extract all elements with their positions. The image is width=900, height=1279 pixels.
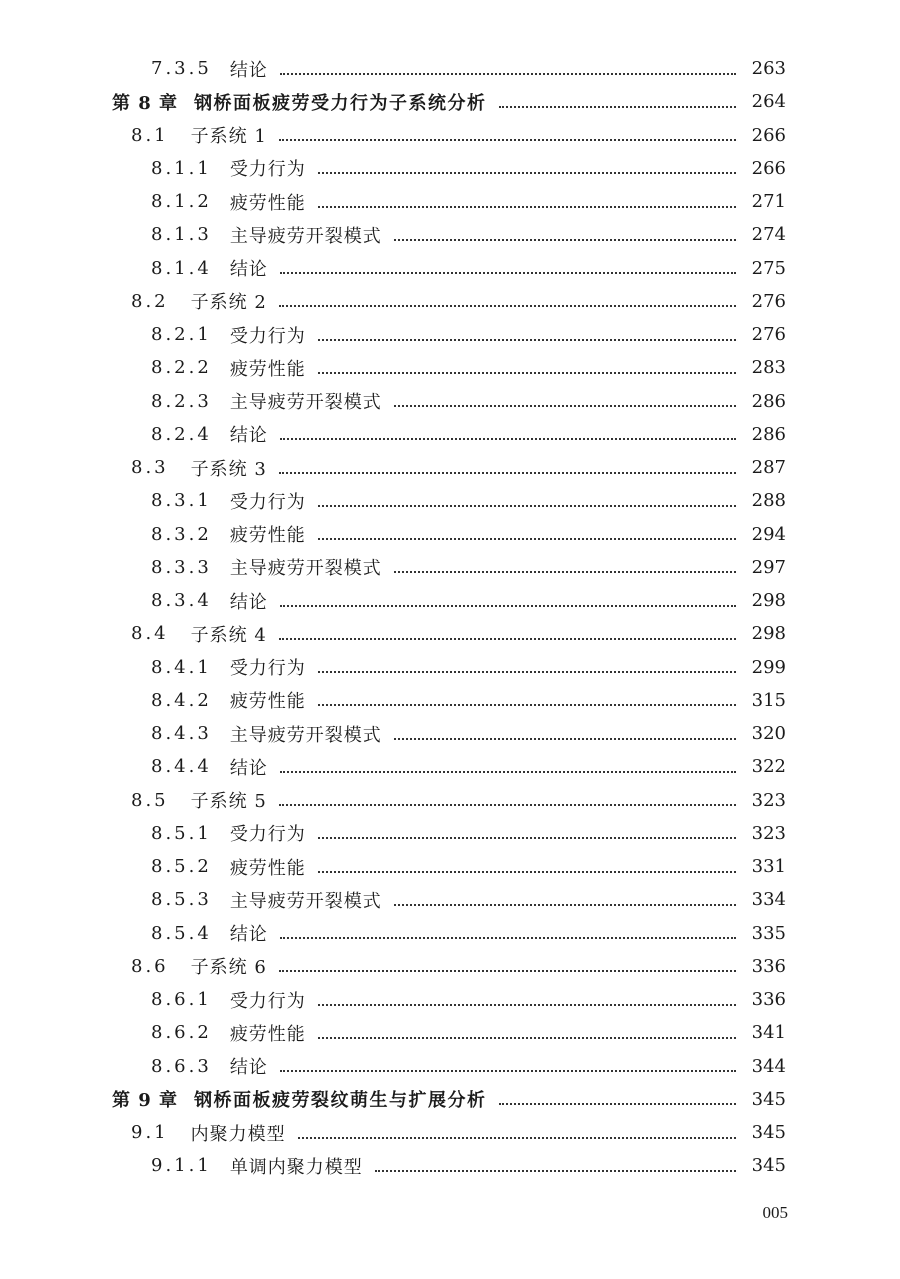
toc-entry-number: 8.2.3 <box>151 390 212 412</box>
dot-leader <box>318 837 736 839</box>
toc-entry-title: 主导疲劳开裂模式 <box>229 392 382 414</box>
toc-entry-number: 8.6.2 <box>151 1022 212 1044</box>
toc-entry-number: 8.3.4 <box>151 590 212 612</box>
toc-entry-title: 受力行为 <box>229 491 306 513</box>
toc-entry-title: 疲劳性能 <box>229 857 306 879</box>
toc-entry-page: 294 <box>751 523 786 545</box>
toc-section-entry[interactable] <box>0 451 900 484</box>
toc-entry-number: 8.5.4 <box>151 922 212 944</box>
toc-entry-title: 受力行为 <box>229 990 306 1012</box>
toc-entry-title: 子系统 1 <box>190 126 267 148</box>
toc-entry-page: 263 <box>751 58 786 80</box>
toc-subsection-entry[interactable] <box>0 52 900 85</box>
toc-entry-number: 8.2.2 <box>151 357 212 379</box>
toc-entry-page: 335 <box>751 922 786 944</box>
toc-entry-page: 287 <box>751 457 786 479</box>
toc-entry-page: 266 <box>751 124 786 146</box>
toc-subsection-entry[interactable] <box>0 518 900 551</box>
dot-leader <box>318 372 736 374</box>
toc-entry-title: 主导疲劳开裂模式 <box>229 225 382 247</box>
toc-entry-number: 8.1.3 <box>151 224 212 246</box>
toc-entry-number: 8.4 <box>131 623 169 645</box>
toc-entry-title: 疲劳性能 <box>229 358 306 380</box>
toc-entry-page: 323 <box>751 822 786 844</box>
dot-leader <box>394 904 736 906</box>
toc-subsection-entry[interactable] <box>0 850 900 883</box>
toc-section-entry[interactable] <box>0 119 900 152</box>
toc-entry-title: 结论 <box>229 924 268 946</box>
toc-subsection-entry[interactable] <box>0 152 900 185</box>
toc-entry-title: 受力行为 <box>229 159 306 181</box>
toc-entry-title: 受力行为 <box>229 658 306 680</box>
toc-subsection-entry[interactable] <box>0 651 900 684</box>
toc-entry-page: 345 <box>751 1122 786 1144</box>
toc-entry-title: 结论 <box>229 591 268 613</box>
toc-entry-page: 271 <box>751 191 786 213</box>
toc-subsection-entry[interactable] <box>0 817 900 850</box>
toc-entry-number: 8.2.4 <box>151 423 212 445</box>
toc-entry-page: 298 <box>751 623 786 645</box>
toc-entry-page: 288 <box>751 490 786 512</box>
dot-leader <box>318 172 736 174</box>
toc-entry-page: 331 <box>751 856 786 878</box>
toc-subsection-entry[interactable] <box>0 218 900 251</box>
toc-entry-number: 8.1 <box>131 124 169 146</box>
dot-leader <box>279 305 736 307</box>
dot-leader <box>394 738 736 740</box>
toc-entry-number: 8.3 <box>131 457 169 479</box>
dot-leader <box>318 671 736 673</box>
toc-subsection-entry[interactable] <box>0 717 900 750</box>
toc-entry-number: 8.2 <box>131 290 169 312</box>
toc-entry-title: 结论 <box>229 425 268 447</box>
toc-entry-page: 297 <box>751 556 786 578</box>
dot-leader <box>499 106 736 108</box>
dot-leader <box>279 638 736 640</box>
toc-entry-page: 345 <box>751 1088 786 1110</box>
dot-leader <box>280 605 736 607</box>
toc-entry-number: 8.4.4 <box>151 756 212 778</box>
dot-leader <box>318 206 736 208</box>
toc-entry-title: 主导疲劳开裂模式 <box>229 724 382 746</box>
toc-entry-page: 298 <box>751 590 786 612</box>
toc-entry-page: 264 <box>751 91 786 113</box>
toc-section-entry[interactable] <box>0 285 900 318</box>
toc-entry-page: 345 <box>751 1155 786 1177</box>
toc-entry-title: 疲劳性能 <box>229 1023 306 1045</box>
toc-subsection-entry[interactable] <box>0 983 900 1016</box>
toc-entry-page: 320 <box>751 723 786 745</box>
toc-subsection-entry[interactable] <box>0 917 900 950</box>
toc-entry-page: 336 <box>751 989 786 1011</box>
toc-entry-number: 8.2.1 <box>151 324 212 346</box>
toc-entry-title: 子系统 3 <box>190 458 267 480</box>
toc-subsection-entry[interactable] <box>0 883 900 916</box>
toc-entry-page: 286 <box>751 390 786 412</box>
toc-entry-number: 8.4.2 <box>151 689 212 711</box>
toc-subsection-entry[interactable] <box>0 1050 900 1083</box>
dot-leader <box>499 1103 736 1105</box>
toc-entry-number: 8.4.1 <box>151 656 212 678</box>
toc-subsection-entry[interactable] <box>0 418 900 451</box>
toc-entry-title: 受力行为 <box>229 824 306 846</box>
toc-entry-title: 单调内聚力模型 <box>229 1156 363 1178</box>
toc-entry-number: 9.1.1 <box>151 1155 212 1177</box>
page-number-footer: 005 <box>762 1203 788 1222</box>
toc-section-entry[interactable] <box>0 617 900 650</box>
dot-leader <box>279 139 736 141</box>
toc-entry-title: 主导疲劳开裂模式 <box>229 890 382 912</box>
toc-entry-title: 钢桥面板疲劳裂纹萌生与扩展分析 <box>194 1090 487 1112</box>
toc-entry-number: 第 9 章 <box>112 1090 179 1112</box>
dot-leader <box>280 73 736 75</box>
toc-entry-title: 子系统 5 <box>190 791 267 813</box>
dot-leader <box>394 239 736 241</box>
toc-entry-number: 8.3.2 <box>151 523 212 545</box>
dot-leader <box>318 704 736 706</box>
toc-entry-number: 8.6.3 <box>151 1055 212 1077</box>
toc-entry-title: 子系统 6 <box>190 957 267 979</box>
toc-entry-page: 344 <box>751 1055 786 1077</box>
toc-entry-number: 8.3.3 <box>151 556 212 578</box>
toc-entry-number: 8.1.1 <box>151 157 212 179</box>
toc-chapter-entry[interactable] <box>0 85 900 118</box>
toc-entry-title: 结论 <box>229 59 268 81</box>
toc-entry-title: 受力行为 <box>229 325 306 347</box>
toc-entry-page: 315 <box>751 689 786 711</box>
toc-entry-number: 9.1 <box>131 1122 169 1144</box>
toc-entry-number: 8.6 <box>131 955 169 977</box>
toc-entry-page: 275 <box>751 257 786 279</box>
toc-entry-title: 结论 <box>229 259 268 281</box>
toc-entry-page: 299 <box>751 656 786 678</box>
dot-leader <box>280 272 736 274</box>
toc-subsection-entry[interactable] <box>0 1016 900 1049</box>
toc-entry-page: 286 <box>751 423 786 445</box>
toc-entry-title: 结论 <box>229 1057 268 1079</box>
toc-entry-number: 8.5.2 <box>151 856 212 878</box>
dot-leader <box>298 1137 736 1139</box>
toc-entry-page: 276 <box>751 290 786 312</box>
toc-entry-title: 内聚力模型 <box>190 1123 286 1145</box>
dot-leader <box>279 804 736 806</box>
dot-leader <box>318 871 736 873</box>
toc-section-entry[interactable] <box>0 784 900 817</box>
dot-leader <box>318 1037 736 1039</box>
toc-entry-title: 疲劳性能 <box>229 525 306 547</box>
dot-leader <box>375 1170 736 1172</box>
toc-entry-number: 8.1.4 <box>151 257 212 279</box>
toc-entry-number: 8.4.3 <box>151 723 212 745</box>
toc-entry-number: 8.5.1 <box>151 822 212 844</box>
toc-entry-page: 276 <box>751 324 786 346</box>
toc-entry-title: 钢桥面板疲劳受力行为子系统分析 <box>194 92 487 114</box>
toc-entry-page: 341 <box>751 1022 786 1044</box>
toc-subsection-entry[interactable] <box>0 484 900 517</box>
toc-entry-title: 结论 <box>229 757 268 779</box>
toc-entry-page: 323 <box>751 789 786 811</box>
toc-entry-page: 266 <box>751 157 786 179</box>
toc-entry-page: 322 <box>751 756 786 778</box>
dot-leader <box>318 339 736 341</box>
dot-leader <box>394 571 736 573</box>
dot-leader <box>318 1004 736 1006</box>
toc-entry-title: 主导疲劳开裂模式 <box>229 558 382 580</box>
toc-entry-number: 第 8 章 <box>112 92 179 114</box>
toc-section-entry[interactable] <box>0 1116 900 1149</box>
toc-entry-title: 子系统 4 <box>190 624 267 646</box>
toc-subsection-entry[interactable] <box>0 351 900 384</box>
toc-entry-page: 274 <box>751 224 786 246</box>
toc-entry-page: 334 <box>751 889 786 911</box>
toc-entry-page: 283 <box>751 357 786 379</box>
toc-subsection-entry[interactable] <box>0 252 900 285</box>
dot-leader <box>279 472 736 474</box>
toc-entry-title: 疲劳性能 <box>229 691 306 713</box>
toc-entry-number: 8.5 <box>131 789 169 811</box>
toc-subsection-entry[interactable] <box>0 584 900 617</box>
toc-section-entry[interactable] <box>0 950 900 983</box>
toc-chapter-entry[interactable] <box>0 1083 900 1116</box>
dot-leader <box>318 538 736 540</box>
toc-entry-number: 8.3.1 <box>151 490 212 512</box>
dot-leader <box>280 438 736 440</box>
dot-leader <box>280 937 736 939</box>
toc-subsection-entry[interactable] <box>0 750 900 783</box>
table-of-contents <box>0 52 900 1183</box>
dot-leader <box>280 1070 736 1072</box>
toc-entry-number: 8.5.3 <box>151 889 212 911</box>
toc-subsection-entry[interactable] <box>0 684 900 717</box>
toc-subsection-entry[interactable] <box>0 185 900 218</box>
toc-entry-number: 8.6.1 <box>151 989 212 1011</box>
toc-subsection-entry[interactable] <box>0 1149 900 1182</box>
toc-subsection-entry[interactable] <box>0 385 900 418</box>
dot-leader <box>280 771 736 773</box>
dot-leader <box>318 505 736 507</box>
dot-leader <box>394 405 736 407</box>
toc-entry-number: 7.3.5 <box>151 58 212 80</box>
toc-entry-title: 疲劳性能 <box>229 192 306 214</box>
toc-entry-page: 336 <box>751 955 786 977</box>
dot-leader <box>279 970 736 972</box>
toc-subsection-entry[interactable] <box>0 318 900 351</box>
toc-entry-number: 8.1.2 <box>151 191 212 213</box>
toc-entry-title: 子系统 2 <box>190 292 267 314</box>
toc-subsection-entry[interactable] <box>0 551 900 584</box>
